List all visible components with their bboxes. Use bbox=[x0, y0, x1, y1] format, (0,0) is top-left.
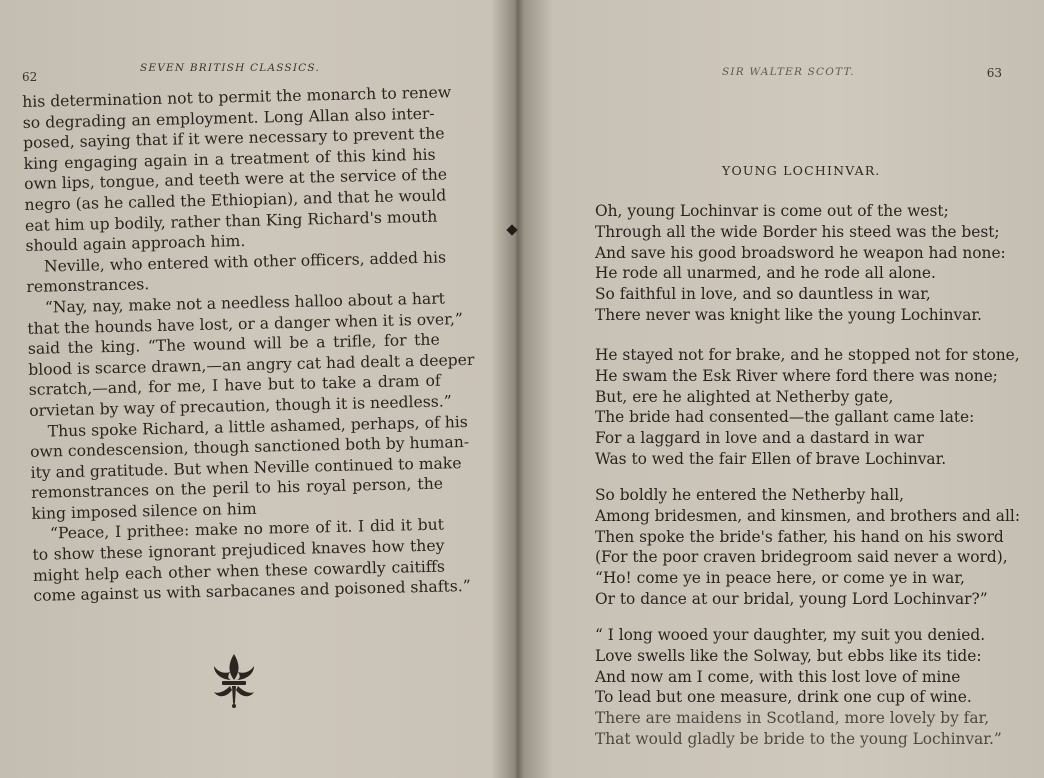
poem-line: And now am I come, with this lost love of mine bbox=[595, 667, 961, 686]
prose-line: to show these ignorant prejudiced knaves how they bbox=[32, 536, 445, 564]
poem-line: He stayed not for brake, and he stopped not for stone, bbox=[595, 346, 1020, 364]
poem-line: And save his good broadsword he weapon had none: bbox=[595, 243, 1006, 262]
prose-line: remonstrances. bbox=[26, 275, 150, 297]
poem-line: Or to dance at our bridal, young Lord Lochinvar?” bbox=[595, 589, 988, 608]
prose-line: Neville, who entered with other officers, added his bbox=[43, 248, 447, 276]
prose-line: eat him up bodily, rather than King Richard's mouth bbox=[24, 207, 438, 235]
poem-stanza-2 bbox=[595, 345, 1020, 470]
poem-stanza-1 bbox=[595, 201, 1015, 326]
prose-line: orvietan by way of precaution, though it is needless.” bbox=[29, 392, 452, 420]
prose-line: Thus spoke Richard, a little ashamed, perhaps, of his bbox=[47, 412, 468, 441]
poem-line: He swam the Esk River where ford there was none; bbox=[595, 366, 998, 385]
prose-line: king imposed silence on him bbox=[31, 499, 257, 523]
prose-paragraph bbox=[27, 289, 475, 422]
poem-line: The bride had consented—the gallant came late: bbox=[595, 408, 975, 427]
prose-line: posed, saying that if it were necessary to prevent the bbox=[22, 124, 445, 153]
right-page bbox=[512, 0, 1044, 778]
prose-paragraph bbox=[22, 83, 452, 257]
poem-line: Love swells like the Solway, but ebbs like its tide: bbox=[595, 646, 982, 665]
prose-line: said the king. “The wound will be a trifle, for the bbox=[27, 330, 440, 359]
prose-line: that the hounds have lost, or a danger when it is over,” bbox=[27, 309, 464, 338]
running-head-left: SEVEN BRITISH CLASSICS. bbox=[140, 62, 320, 74]
fleur-de-lis-ornament-icon bbox=[208, 650, 260, 710]
poem-line: There never was knight like the young Lochinvar. bbox=[595, 305, 982, 324]
prose-line: might help each other when these cowardly caitiffs bbox=[32, 557, 446, 585]
prose-line: remonstrances on the peril to his royal person, the bbox=[30, 474, 444, 503]
prose-line: so degrading an employment. Long Allan also inter- bbox=[22, 104, 435, 132]
poem-line: To lead but one measure, drink one cup of wine. bbox=[595, 688, 972, 707]
prose-line: should again approach him. bbox=[25, 232, 246, 256]
prose-line: come against us with sarbacanes and poisoned shafts.” bbox=[33, 577, 471, 606]
poem-line: Through all the wide Border his steed was the best; bbox=[595, 222, 1000, 241]
poem-line: So boldly he entered the Netherby hall, bbox=[595, 486, 905, 504]
poem-line: But, ere he alighted at Netherby gate, bbox=[595, 387, 894, 406]
prose-line: his determination not to permit the monarch to renew bbox=[22, 83, 452, 111]
prose-line: king engaging again in a treatment of this kind his bbox=[23, 145, 436, 173]
prose-paragraph bbox=[32, 515, 471, 607]
poem-line: He rode all unarmed, and he rode all alone. bbox=[595, 264, 936, 283]
poem-stanza-3 bbox=[595, 485, 1021, 610]
left-page bbox=[0, 0, 510, 778]
poem-stanza-4 bbox=[595, 625, 1015, 750]
prose-line: blood is scarce drawn,—an angry cat had dealt a deeper bbox=[28, 350, 475, 379]
prose-line: “Nay, nay, make not a needless halloo about a hart bbox=[44, 289, 446, 317]
poem-line: “ I long wooed your daughter, my suit you denied. bbox=[595, 626, 986, 644]
prose-line: own lips, tongue, and teeth were at the service of the bbox=[23, 165, 448, 194]
poem-line: Was to wed the fair Ellen of brave Lochinvar. bbox=[595, 449, 947, 468]
poem-line: So faithful in love, and so dauntless in war, bbox=[595, 285, 931, 304]
prose-body bbox=[22, 83, 475, 607]
poem-line: Among bridesmen, and kinsmen, and brothers and all: bbox=[595, 506, 1021, 525]
poem-title: YOUNG LOCHINVAR. bbox=[722, 163, 881, 178]
poem-line: “Ho! come ye in peace here, or come ye in war, bbox=[595, 569, 965, 588]
prose-line: own condescension, though sanctioned both by human- bbox=[29, 433, 470, 461]
page-number-right: 63 bbox=[986, 66, 1002, 80]
prose-line: negro (as he called the Ethiopian), and that he would bbox=[24, 186, 447, 214]
prose-line: ity and gratitude. But when Neville continued to make bbox=[30, 453, 462, 482]
prose-paragraph bbox=[29, 412, 470, 524]
running-head-right: SIR WALTER SCOTT. bbox=[722, 66, 855, 78]
page-number-left: 62 bbox=[22, 70, 38, 84]
poem-line: For a laggard in love and a dastard in war bbox=[595, 429, 924, 448]
poem-line: That would gladly be bride to the young Lochinvar.” bbox=[595, 729, 1002, 748]
poem-line: Then spoke the bride's father, his hand on his sword bbox=[595, 527, 1004, 546]
poem-line: Oh, young Lochinvar is come out of the west; bbox=[595, 202, 949, 220]
prose-line: scratch,—and, for me, I have but to take a dram of bbox=[28, 371, 441, 400]
poem-line: (For the poor craven bridegroom said never a word), bbox=[595, 548, 1008, 567]
prose-line: “Peace, I prithee: make no more of it. I did it but bbox=[49, 516, 445, 543]
poem-line: There are maidens in Scotland, more lovely by far, bbox=[595, 709, 990, 728]
